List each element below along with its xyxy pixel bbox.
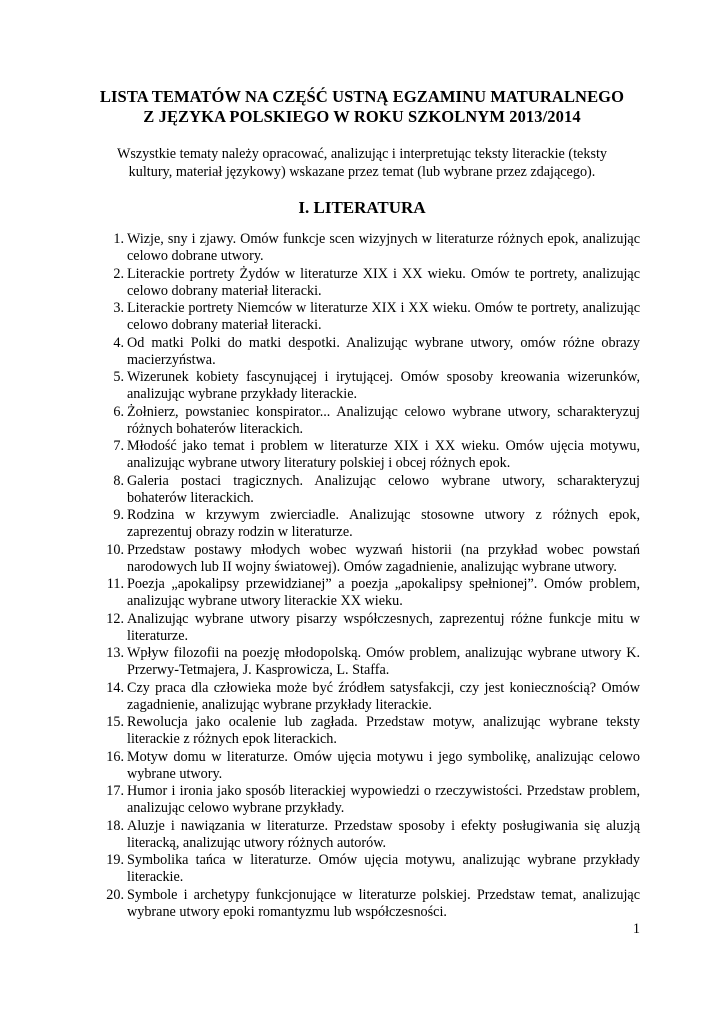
- topic-item: [100, 300, 640, 335]
- topic-item: [100, 611, 640, 646]
- topic-text: Literackie portrety Niemców w literaturze XIX i XX wieku. Omów te portrety, analizując celowo dobrany materiał literacki.: [127, 300, 640, 334]
- topic-number: 18.: [106, 817, 124, 834]
- document-title: [0, 87, 724, 127]
- topic-number: 20.: [106, 886, 124, 903]
- topic-number: 1.: [113, 231, 124, 247]
- topic-number: 14.: [106, 679, 124, 696]
- topic-item: [100, 473, 640, 508]
- topic-item: [100, 645, 640, 680]
- topic-item: [100, 576, 640, 611]
- topic-number: 5.: [113, 369, 124, 385]
- topic-number: 9.: [113, 507, 124, 523]
- topic-number: 3.: [113, 300, 124, 316]
- topic-number: 7.: [113, 438, 124, 454]
- topic-text: Humor i ironia jako sposób literackiej wypowiedzi o rzeczywistości. Przedstaw problem, analizując celowo wybrane przykłady.: [127, 783, 640, 817]
- topic-item: [100, 852, 640, 887]
- topic-item: [100, 369, 640, 404]
- topic-number: 13.: [106, 645, 124, 661]
- topic-text: Analizując wybrane utwory pisarzy współczesnych, zaprezentuj różne funkcje mitu w literaturze.: [127, 610, 640, 644]
- topic-text: Rodzina w krzywym zwierciadle. Analizując stosowne utwory z różnych epok, zaprezentuj obrazy rodzin w literaturze.: [127, 507, 640, 541]
- topic-text: Symbolika tańca w literaturze. Omów ujęcia motywu, analizując wybrane przykłady literackie.: [127, 852, 640, 886]
- topic-number: 10.: [106, 541, 124, 558]
- topic-number: 2.: [113, 265, 124, 282]
- topic-text: Wizje, sny i zjawy. Omów funkcje scen wizyjnych w literaturze różnych epok, analizując celowo dobrane utwory.: [127, 231, 640, 265]
- topic-number: 4.: [113, 334, 124, 351]
- page-number: 1: [632, 921, 640, 937]
- topic-item: [100, 783, 640, 818]
- topic-number: 17.: [106, 783, 124, 799]
- topic-text: Galeria postaci tragicznych. Analizując celowo wybrane utwory, scharakteryzuj bohaterów literackich.: [127, 472, 640, 506]
- topic-number: 6.: [113, 403, 124, 420]
- topic-item: [100, 335, 640, 370]
- topic-number: 8.: [113, 472, 124, 489]
- topic-text: Czy praca dla człowieka może być źródłem satysfakcji, czy jest koniecznością? Omów zagadnienie, analizując wybrane przykłady literackie.: [127, 679, 640, 713]
- topic-item: [100, 714, 640, 749]
- topic-item: [100, 404, 640, 439]
- topic-text: Wizerunek kobiety fascynującej i irytującej. Omów sposoby kreowania wizerunków, analizując wybrane przykłady literackie.: [127, 369, 640, 403]
- topic-item: [100, 680, 640, 715]
- topics-list: [100, 231, 640, 921]
- topic-text: Rewolucja jako ocalenie lub zagłada. Przedstaw motyw, analizując wybrane teksty literackie z różnych epok literackich.: [127, 714, 640, 748]
- title-line-1: LISTA TEMATÓW NA CZĘŚĆ USTNĄ EGZAMINU MATURALNEGO: [99, 87, 625, 106]
- topic-item: [100, 818, 640, 853]
- topic-number: 12.: [106, 610, 124, 627]
- topic-text: Literackie portrety Żydów w literaturze XIX i XX wieku. Omów te portrety, analizując celowo dobrany materiał literacki.: [127, 265, 640, 299]
- topic-number: 15.: [106, 714, 124, 730]
- topic-text: Przedstaw postawy młodych wobec wyzwań historii (na przykład wobec powstań narodowych lub II wojny światowej). Omów zagadnienie, analizując wybrane utwory.: [127, 541, 640, 575]
- intro-paragraph: Wszystkie tematy należy opracować, analizując i interpretując teksty literackie (teksty kultury, materiał językowy) wskazane przez temat (lub wybrane przez zdającego).: [116, 146, 608, 180]
- topic-text: Poezja „apokalipsy przewidzianej” a poezja „apokalipsy spełnionej”. Omów problem, analizując wybrane utwory literackie XX wieku.: [127, 576, 640, 610]
- topic-text: Od matki Polki do matki despotki. Analizując wybrane utwory, omów różne obrazy macierzyństwa.: [127, 334, 640, 368]
- section-heading: I. LITERATURA: [298, 198, 426, 217]
- topic-number: 16.: [106, 748, 124, 765]
- topic-item: [100, 542, 640, 577]
- title-line-2: Z JĘZYKA POLSKIEGO W ROKU SZKOLNYM 2013/2014: [143, 107, 581, 126]
- topic-text: Aluzje i nawiązania w literaturze. Przedstaw sposoby i efekty posługiwania się aluzją literacką, analizując utwory różnych autorów.: [127, 817, 640, 851]
- topic-text: Wpływ filozofii na poezję młodopolską. Omów problem, analizując wybrane utwory K. Przerwy-Tetmajera, J. Kasprowicza, L. Staffa.: [127, 645, 640, 679]
- topic-item: [100, 749, 640, 784]
- topic-item: [100, 231, 640, 266]
- topic-item: [100, 507, 640, 542]
- topic-text: Symbole i archetypy funkcjonujące w literaturze polskiej. Przedstaw temat, analizując wybrane utwory epoki romantyzmu lub współczesności.: [127, 886, 640, 920]
- topic-text: Żołnierz, powstaniec konspirator... Analizując celowo wybrane utwory, scharakteryzuj różnych bohaterów literackich.: [127, 403, 640, 437]
- topic-text: Motyw domu w literaturze. Omów ujęcia motywu i jego symbolikę, analizując celowo wybrane utwory.: [127, 748, 640, 782]
- topic-item: [100, 438, 640, 473]
- topic-item: [100, 266, 640, 301]
- topic-number: 19.: [106, 852, 124, 868]
- topic-number: 11.: [106, 576, 124, 592]
- topic-item: [100, 887, 640, 922]
- topic-text: Młodość jako temat i problem w literaturze XIX i XX wieku. Omów ujęcia motywu, analizując wybrane utwory literatury polskiej i obcej różnych epok.: [127, 438, 640, 472]
